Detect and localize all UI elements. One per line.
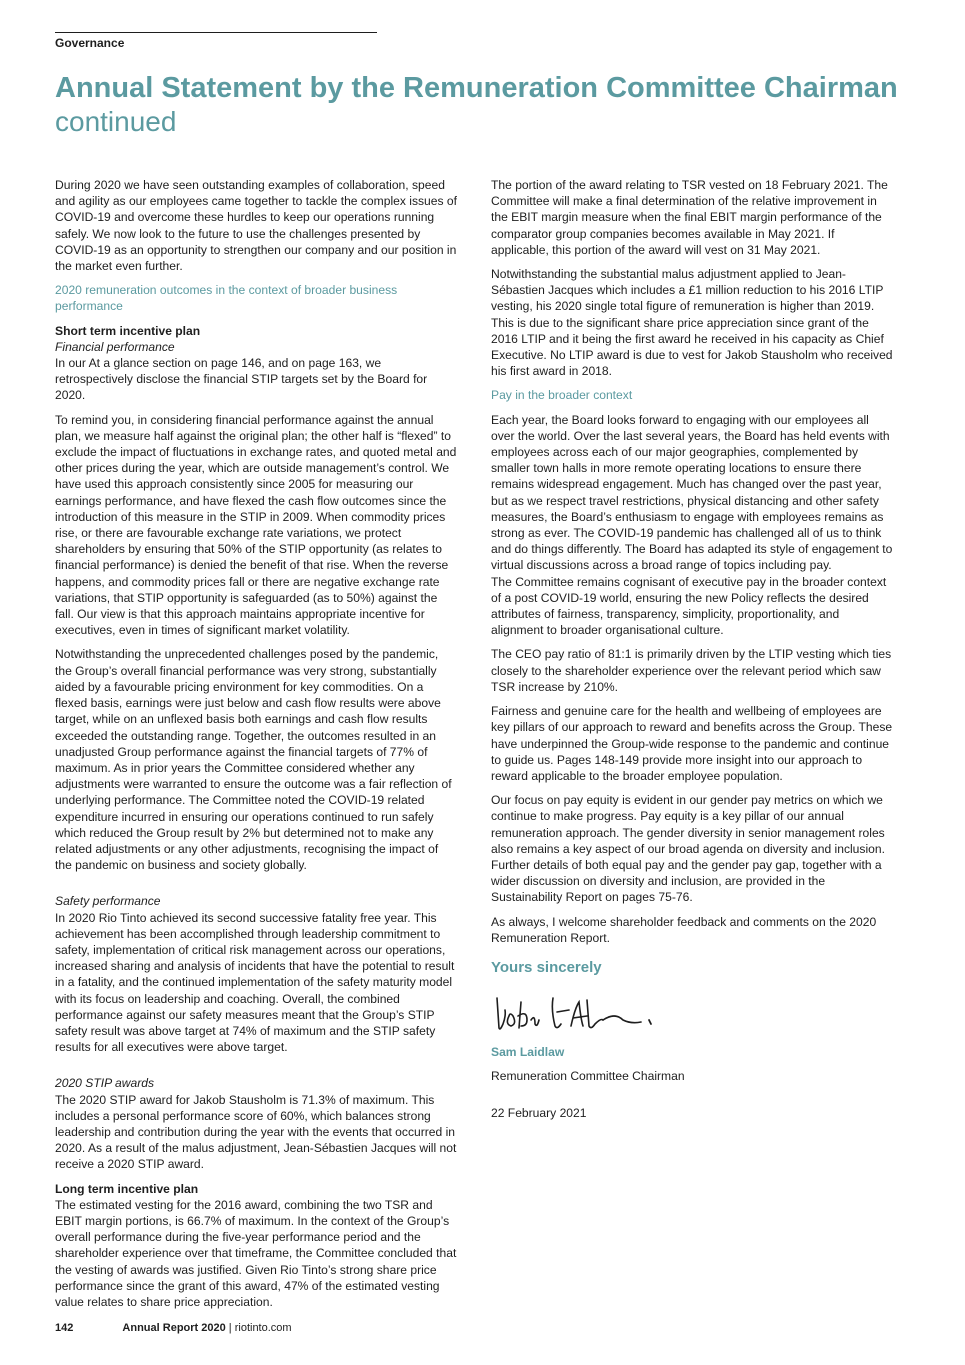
subheading-outcomes: 2020 remuneration outcomes in the context of broader business performance bbox=[55, 283, 398, 314]
paragraph: The estimated vesting for the 2016 award, combining the two TSR and EBIT margin portions, is 66.7% of maximum. In the context of the Group’s overall performance during the five-year performance period and the shareholder experience over that timeframe, the Committee concluded that the vesting of awards was justified. Given Rio Tinto’s strong share price performance since the grant of this award, 47% of the estimated vesting value relates to share price appreciation. bbox=[55, 1197, 457, 1309]
paragraph: Notwithstanding the unprecedented challenges posed by the pandemic, the Group’s overall financial performance was very strong, substantially aided by a favourable pricing environment for key commodities. On a flexed basis, earnings were just below and cash flow results were above target, while on an unflexed basis both earnings and cash flow results exceeded the outstanding range. Together, the outcomes resulted in an unadjusted Group performance against the financial targets of 77% of maximum. As in prior years the Committee considered whether any adjustments were warranted to ensure the outcome was a fair reflection of underlying performance. The Committee noted the COVID-19 related expenditure incurred in ensuring our operations continued to run safely which reduced the Group result by 2% but determined not to make any related adjustments or any other adjustments, recognising the impact of the pandemic on business and society globally. bbox=[55, 647, 452, 873]
subheading-awards: 2020 STIP awards bbox=[55, 1076, 155, 1091]
spacer bbox=[55, 881, 458, 893]
paragraph: Our focus on pay equity is evident in our gender pay metrics on which we continue to make progress. Pay equity is a key pillar of our annual remuneration approach. The gender diversity in senior management roles also remains a key aspect of our broad agenda on diversity and inclusion. Further details of both equal pay and the gender pay gap, together with a wider discussion on diversity and inclusion, are provided in the Sustainability Report on pages 75-76. bbox=[491, 793, 885, 905]
subheading-financial: Financial performance bbox=[55, 339, 175, 354]
signature-image bbox=[491, 990, 671, 1036]
subheading-pay-broader-context: Pay in the broader context bbox=[491, 388, 633, 403]
paragraph: Notwithstanding the substantial malus adjustment applied to Jean-Sébastien Jacques which includes a £1 million reduction to his 2016 LTIP vesting, his 2020 single total figure of remuneration is higher than 2019. This is due to the significant share price appreciation since grant of the 2016 LTIP and it being the first award he received in his capacity as Chief Executive. No LTIP award is due to vest for Jakob Stausholm who received his first award in 2018. bbox=[491, 267, 893, 379]
footer-separator: | bbox=[228, 1322, 232, 1334]
right-column bbox=[491, 177, 894, 1129]
paragraph: The Committee remains cognisant of executive pay in the broader context of a post COVID-19 world, ensuring the new Policy reflects the desired attributes of fairness, transparency, simplicity, proportionality, and alignment to broader organisational culture. bbox=[491, 574, 887, 638]
paragraph: In our At a glance section on page 146, and on page 163, we retrospectively disclose the financial STIP targets set by the Board for 2020. bbox=[55, 356, 428, 403]
title-main: Annual Statement by the Remuneration Committee Chairman bbox=[55, 72, 898, 104]
page-title bbox=[55, 72, 915, 138]
spacer bbox=[491, 1093, 894, 1105]
report-name: Annual Report 2020 bbox=[122, 1322, 226, 1334]
subheading-safety: Safety performance bbox=[55, 894, 161, 909]
heading-ltip: Long term incentive plan bbox=[55, 1181, 199, 1196]
page-footer bbox=[55, 1322, 292, 1334]
section-label: Governance bbox=[55, 36, 125, 50]
paragraph: As always, I welcome shareholder feedback and comments on the 2020 Remuneration Report. bbox=[491, 914, 877, 945]
signer-name: Sam Laidlaw bbox=[491, 1045, 565, 1060]
header-rule bbox=[55, 32, 377, 33]
signature-date: 22 February 2021 bbox=[491, 1105, 587, 1120]
title-subtitle: continued bbox=[55, 106, 177, 137]
paragraph: The 2020 STIP award for Jakob Stausholm is 71.3% of maximum. This includes a personal performance score of 60%, which balances strong leadership and contribution during the year with the events that occurred in 2020. As a result of the malus adjustment, Jean-Sébastien Jacques will not receive a 2020 STIP award. bbox=[55, 1092, 457, 1172]
spacer bbox=[55, 1063, 458, 1075]
paragraph: The CEO pay ratio of 81:1 is primarily driven by the LTIP vesting which ties closely to the shareholder experience over the relevant period which saw TSR increase by 210%. bbox=[491, 647, 892, 694]
left-column bbox=[55, 177, 458, 1318]
paragraph: During 2020 we have seen outstanding examples of collaboration, speed and agility as our employees came together to tackle the complex issues of COVID-19 and overcome these hurdles to keep our operations running safely. We now look to the future to use the challenges presented by COVID-19 as an opportunity to strengthen our company and our position in the market even further. bbox=[55, 178, 457, 274]
closing-salutation: Yours sincerely bbox=[491, 958, 602, 976]
paragraph: To remind you, in considering financial performance against the annual plan, we measure half against the original plan; the other half is “flexed” to exclude the impact of fluctuations in exchange rates, and quoted metal and other prices during the year, which are outside management’s control. We have used this approach consistently since 2005 for measuring our earnings performance, and have flexed the cash flow outcomes since the introduction of this measure in the STIP in 2009. When commodity prices rise, or there are favourable exchange rate variations, we protect shareholders by ensuring that 50% of the STIP opportunity (as relates to financial performance) is denied the benefit of that rise. When the reverse happens, and commodity prices fall or there are negative exchange rate variations, that STIP opportunity is safeguarded (as to 50%) against the fall. Our view is that this approach maintains appropriate incentive for executives, even in times of significant market volatility. bbox=[55, 412, 457, 638]
paragraph: Each year, the Board looks forward to engaging with our employees all over the world. Over the last several years, the Board has held events with employees across each of our major geographies, complemented by smaller town halls in more remote operating locations to ensure there remains widespread engagement. Much has changed over the past year, but as we respect travel restrictions, physical distancing and other safety measures, the Board’s enthusiasm to engage with employees remains as strong as ever. The COVID-19 pandemic has challenged all of us to think and do things differently. The Board has adapted its style of engagement to virtual discussions across a broad range of topics including pay. bbox=[491, 412, 893, 573]
signer-title: Remuneration Committee Chairman bbox=[491, 1069, 685, 1084]
paragraph: In 2020 Rio Tinto achieved its second successive fatality free year. This achievement has been accomplished through leadership commitment to safety, implementation of critical risk management across our operations, increased sharing and analysis of incidents that have the potential to result in a fatality, and the continued implementation of the safety maturity model with its focus on leadership and coaching. Overall, the combined performance against our safety measures meant that the Group’s STIP safety result was above target at 74% of maximum and the STIP safety results for all executives were above target. bbox=[55, 910, 455, 1055]
page-number: 142 bbox=[55, 1322, 74, 1334]
website-link[interactable]: riotinto.com bbox=[234, 1322, 292, 1334]
paragraph: Fairness and genuine care for the health and wellbeing of employees are key pillars of our approach to reward and benefits across the Group. These have underpinned the Group-wide response to the pandemic and continue to guide us. Pages 148-149 provide more insight into our approach to reward applicable to the broader employee population. bbox=[491, 704, 893, 783]
heading-stip: Short term incentive plan bbox=[55, 323, 201, 338]
paragraph: The portion of the award relating to TSR vested on 18 February 2021. The Committee will make a final determination of the relative improvement in the EBIT margin measure when the final EBIT margin performance of the comparator group companies becomes available in May 2021. If applicable, this portion of the award will vest on 31 May 2021. bbox=[491, 178, 888, 257]
